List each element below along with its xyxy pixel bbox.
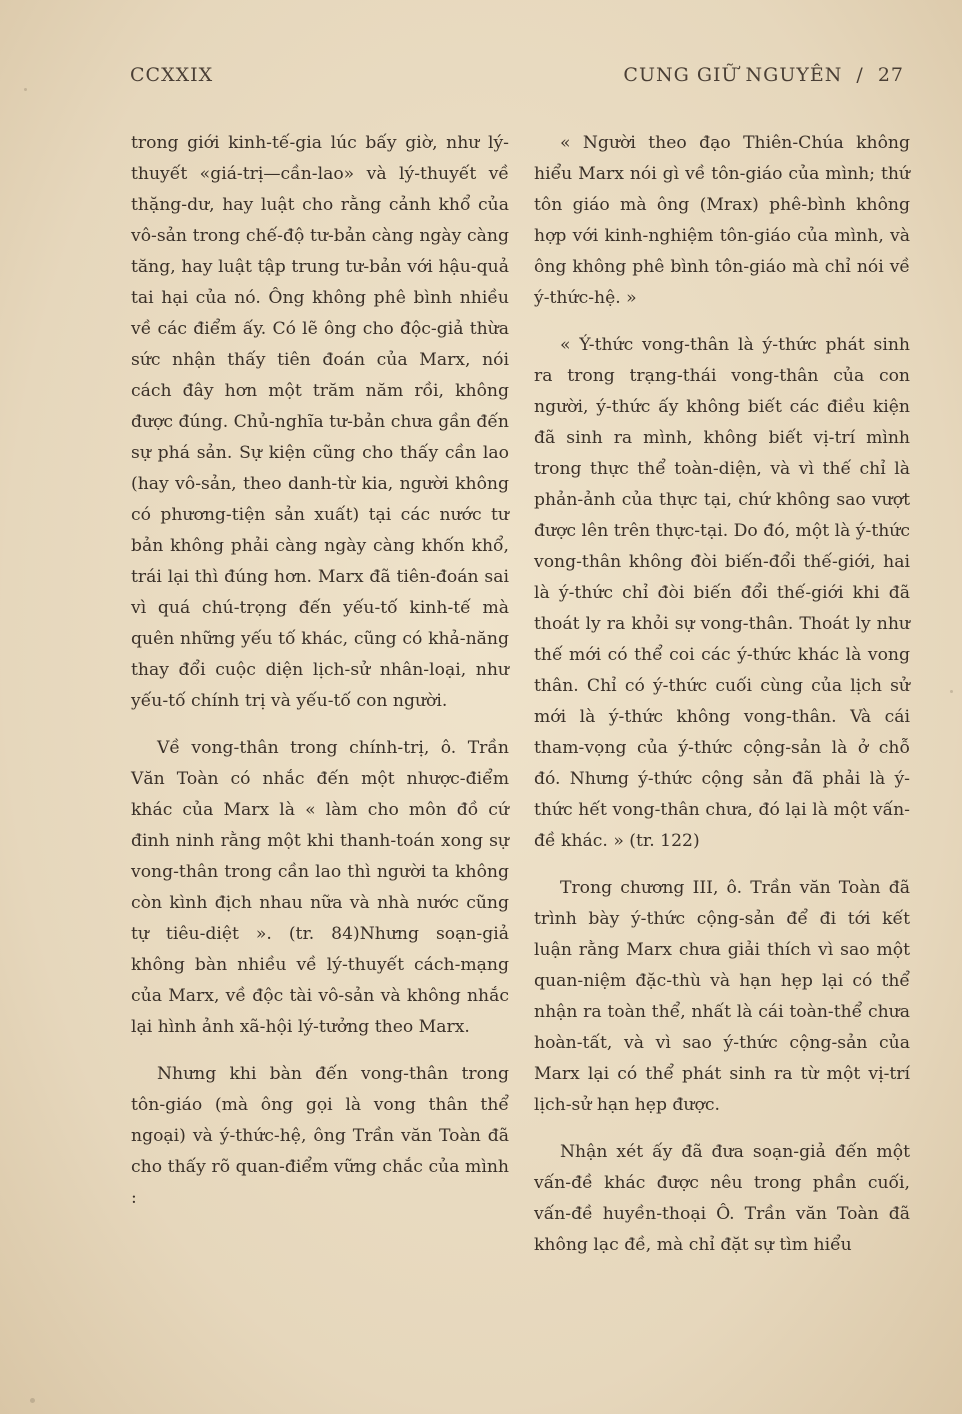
quote-paragraph: « Người theo đạo Thiên-Chúa không hiểu Marx nói gì về tôn-giáo của mình; thứ tôn giáo mà ông (Mrax) phê-bình không hợp với kinh-nghiệm tôn-giáo của mình, và ông không phê bình tôn-giáo mà chỉ nói về ý-thức-hệ. » (534, 133, 910, 308)
chapter-numeral: CCXXIX (130, 64, 214, 86)
quote-paragraph: « Ý-thức vong-thân là ý-thức phát sinh ra trong trạng-thái vong-thân của con người, ý-thức ấy không biết các điều kiện đã sinh ra mình, không biết vị-trí mình trong thực thể toàn-diện, và vì thế chỉ là phản-ảnh của thực tại, chứ không sao vượt được lên trên thực-tại. Do đó, một là ý-thức vong-thân không đòi biến-đổi thế-giới, hai là ý-thức chỉ đòi biến đổi thế-giới khi đã thoát ly ra khỏi sự vong-thân. Thoát ly như thế mới có thể coi các ý-thức khác là vong thân. Chỉ có ý-thức cuối cùng của lịch sử mới là ý-thức không vong-thân. Và cái tham-vọng của ý-thức cộng-sản là ở chỗ đó. Nhưng ý-thức cộng sản đã phải là ý-thức hết vong-thân chưa, đó lại là một vấn-đề khác. » (tr. 122) (534, 335, 910, 851)
left-column (131, 128, 509, 1214)
paper-speck (24, 88, 27, 91)
paragraph: Nhận xét ấy đã đưa soạn-giả đến một vấn-đề khác được nêu trong phần cuối, vấn-đề huyền-thoại Ô. Trần văn Toàn đã không lạc đề, mà chỉ đặt sự tìm hiểu (534, 1142, 910, 1255)
paper-speck (950, 690, 953, 693)
running-header (130, 64, 904, 86)
paragraph: Về vong-thân trong chính-trị, ô. Trần Văn Toàn có nhắc đến một nhược-điểm khác của Marx là « làm cho môn đồ cứ đinh ninh rằng một khi thanh-toán xong sự vong-thân trong cần lao thì người ta không còn kình địch nhau nữa và nhà nước cũng tự tiêu-diệt ». (tr. 84)Nhưng soạn-giả không bàn nhiều về lý-thuyết cách-mạng của Marx, về độc tài vô-sản và không nhắc lại hình ảnh xã-hội lý-tưởng theo Marx. (131, 738, 509, 1037)
page-number: 27 (877, 64, 904, 86)
paper-speck (30, 1398, 35, 1403)
paragraph: Trong chương III, ô. Trần văn Toàn đã trình bày ý-thức cộng-sản để đi tới kết luận rằng Marx chưa giải thích vì sao một quan-niệm đặc-thù và hạn hẹp lại có thể nhận ra toàn thể, nhất là cái toàn-thể chưa hoàn-tất, và vì sao ý-thức cộng-sản của Marx lại có thể phát sinh ra từ một vị-trí lịch-sử hạn hẹp được. (534, 878, 910, 1115)
paragraph: trong giới kinh-tế-gia lúc bấy giờ, như lý-thuyết «giá-trị—cần-lao» và lý-thuyết về thặng-dư, hay luật cho rằng cảnh khổ của vô-sản trong chế-độ tư-bản càng ngày càng tăng, hay luật tập trung tư-bản với hậu-quả tai hại của nó. Ông không phê bình nhiều về các điểm ấy. Có lẽ ông cho độc-giả thừa sức nhận thấy tiên đoán của Marx, nói cách đây hơn một trăm năm rồi, không được đúng. Chủ-nghĩa tư-bản chưa gần đến sự phá sản. Sự kiện cũng cho thấy cần lao (hay vô-sản, theo danh-từ kia, người không có phương-tiện sản xuất) tại các nước tư bản không phải càng ngày càng khốn khổ, trái lại thì đúng hơn. Marx đã tiên-đoán sai vì quá chú-trọng đến yếu-tố kinh-tế mà quên những yếu tố khác, cũng có khả-năng thay đổi cuộc diện lịch-sử nhân-loại, như yếu-tố chính trị và yếu-tố con người. (131, 133, 509, 711)
paragraph: Nhưng khi bàn đến vong-thân trong tôn-giáo (mà ông gọi là vong thân thể ngoại) và ý-thức-hệ, ông Trần văn Toàn đã cho thấy rõ quan-điểm vững chắc của mình : (131, 1064, 509, 1208)
running-title: CUNG GIỮ NGUYÊN (623, 64, 843, 86)
right-column (534, 128, 910, 1261)
header-right (623, 64, 904, 86)
header-separator: / (856, 64, 864, 86)
